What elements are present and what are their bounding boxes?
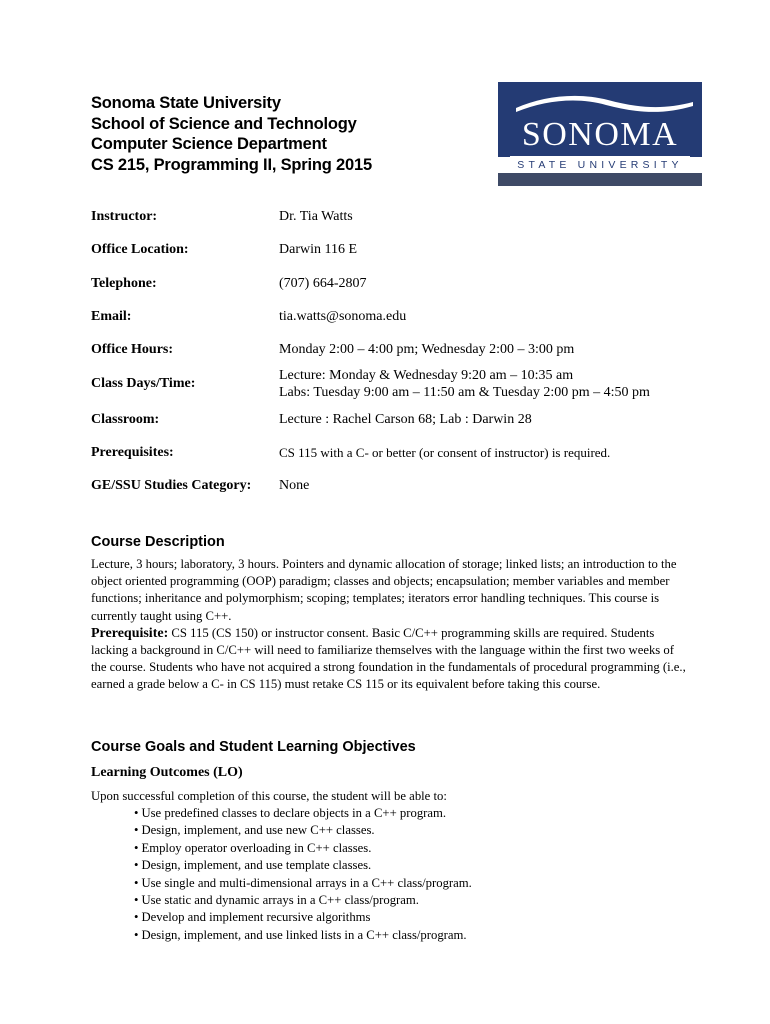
info-value: Dr. Tia Watts xyxy=(279,209,353,224)
info-value: Darwin 116 E xyxy=(279,242,358,257)
info-value: CS 115 with a C- or better (or consent of instructor) is required. xyxy=(279,445,611,460)
list-item: • Use static and dynamic arrays in a C++ class/program. xyxy=(134,892,472,909)
document-header xyxy=(91,93,372,175)
info-label: GE/SSU Studies Category: xyxy=(91,478,252,493)
course-description-heading: Course Description xyxy=(91,534,225,550)
info-label: Telephone: xyxy=(91,276,157,291)
logo-subtitle: STATE UNIVERSITY xyxy=(517,159,683,171)
description-body: Lecture, 3 hours; laboratory, 3 hours. Pointers and dynamic allocation of storage; linked lists; an introduction to the object oriented programming (OOP) paradigm; classes and objects; encapsulation; member variables and member functions; inheritance and polymorphism; scoping; templates; iterators error handling techniques. This course is currently taught using C++. xyxy=(91,557,677,623)
info-value-labs: Labs: Tuesday 9:00 am – 11:50 am & Tuesday 2:00 pm – 4:50 pm xyxy=(279,385,650,400)
goals-heading: Course Goals and Student Learning Objectives xyxy=(91,739,416,755)
list-item: • Develop and implement recursive algorithms xyxy=(134,909,472,926)
course-description-text xyxy=(91,556,691,694)
prerequisite-label: Prerequisite: xyxy=(91,625,169,641)
course-title: CS 215, Programming II, Spring 2015 xyxy=(91,155,372,174)
info-value: Lecture: Monday & Wednesday 9:20 am – 10:35 am xyxy=(279,368,574,383)
list-item: • Use single and multi-dimensional arrays in a C++ class/program. xyxy=(134,875,472,892)
list-item: • Design, implement, and use template classes. xyxy=(134,857,472,874)
sonoma-state-logo xyxy=(498,82,702,186)
info-label: Office Hours: xyxy=(91,342,174,357)
logo-bottom-band xyxy=(498,173,702,186)
prerequisite-text: CS 115 (CS 150) or instructor consent. Basic C/C++ programming skills are required. Students lacking a background in C/C++ will need to familiarize themselves with the language within the first two weeks of the course. Students who have not acquired a strong foundation in the fundamentals of procedural programming (i.e., earned a grade below a C- in CS 115) must retake CS 115 or its equivalent before taking this course. xyxy=(91,625,686,692)
info-label: Office Location: xyxy=(91,242,189,257)
info-value: tia.watts@sonoma.edu xyxy=(279,309,407,324)
info-value: (707) 664-2807 xyxy=(279,276,367,291)
list-item: • Use predefined classes to declare objects in a C++ program. xyxy=(134,805,472,822)
info-label: Prerequisites: xyxy=(91,445,174,460)
info-label: Class Days/Time: xyxy=(91,376,196,391)
list-item: • Design, implement, and use new C++ classes. xyxy=(134,822,472,839)
list-item: • Design, implement, and use linked lists in a C++ class/program. xyxy=(134,927,472,944)
outcomes-intro: Upon successful completion of this course, the student will be able to: xyxy=(91,789,447,803)
info-value: Monday 2:00 – 4:00 pm; Wednesday 2:00 – 3:00 pm xyxy=(279,342,575,357)
university-name: Sonoma State University xyxy=(91,94,281,112)
list-item: • Employ operator overloading in C++ classes. xyxy=(134,840,472,857)
school-name: School of Science and Technology xyxy=(91,114,357,133)
department-name: Computer Science Department xyxy=(91,135,327,153)
logo-wordmark: SONOMA xyxy=(521,116,679,153)
learning-outcomes-heading: Learning Outcomes (LO) xyxy=(91,765,243,780)
info-label: Instructor: xyxy=(91,209,158,224)
info-label: Email: xyxy=(91,309,132,324)
info-value: Lecture : Rachel Carson 68; Lab : Darwin 28 xyxy=(279,412,532,427)
learning-outcomes-list xyxy=(134,805,472,944)
info-value: None xyxy=(279,478,310,493)
info-label: Classroom: xyxy=(91,412,160,427)
